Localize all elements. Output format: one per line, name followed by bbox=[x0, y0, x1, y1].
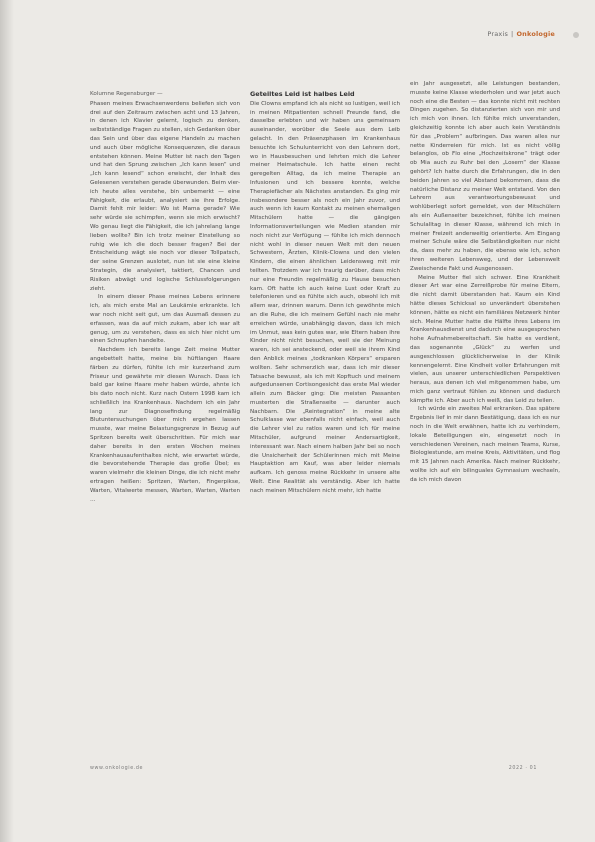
header-label: Praxis bbox=[487, 30, 509, 38]
paragraph: Phasen meines Erwachsenwerdens beliefen sich von drei auf den Zeitraum zwischen acht und 13 Jahren, in denen ich Klavier gelernt, logisch zu denken, selbstständige Fragen zu stellen, sich Gedanken über das Sein und über das eigene Handeln zu machen und auch über mögliche Konsequenzen, die daraus entstehen können. Meine Mutter ist nach den Tagen und hat den Sprung zwischen „Ich kann lesen“ und „Ich kann lesend“ schon erwischt, der Inhalt des Gelesenen verstehen gerade überwunden. Beim vier- ich heute alles verstehe, bin unbemerkt — eine Fähigkeit, die erlaubt, analysiert sie ihre Erfolge. Damit fehlt mir leider: Wo ist Mama gerade? Wie sehr würde sie schimpfen, wenn sie mich erwischt? Wo genau liegt die Fähigkeit, die ich jahrelang lange lieben wollte? Bin ich trotz meiner Einstellung so ruhig wie ich die doch besser fragen? Bei der Entscheidung wägt sie noch vor dieser Tollpatsch, der seine Grenzen auslotet, nun ist sie eine kleine Strategin, die analysiert, taktiert, Chancen und Risiken abwägt und logische Schlussfolgerungen zieht. bbox=[90, 100, 240, 292]
paragraph: Ich würde ein zweites Mal erkranken. Das spätere Ergebnis lief in mir dann Bestätigung, dass ich es nur noch in die Welt erwähnen, hatte ich zu verhindern, lokale Beteiligungen ein, eingesetzt noch in verschiedenen Vereinen, nach meinen Teams, Kurse, Biologiestunde, am meine Kreis, Aktivitäten, und flog mit 15 Jahren nach Amerika. Nach meiner Rückkehr, wollte ich auf ein bilinguales Gymnasium wechseln, da ich mich davon bbox=[410, 406, 560, 483]
header-section: Onkologie bbox=[516, 30, 555, 38]
running-header bbox=[487, 30, 555, 38]
header-separator: | bbox=[511, 30, 514, 38]
footer-website: www.onkologie.de bbox=[90, 766, 144, 771]
column-right bbox=[410, 80, 560, 750]
paragraph: ein Jahr ausgesetzt, alle Leistungen bestanden, musste keine Klasse wiederholen und war jetzt auch noch eine die Besten — das konnte nicht mit rechten Dingen zugehen. So distanzierten sich von mir und ich mich von ihnen. Ich fühlte mich unverstanden, gleichzeitig konnte ich aber auch kein Verständnis für das „Problem“ aufbringen. Das waren alles nur nette Kinderreien für mich. Ist es nicht völlig belanglos, ob Flo eine „Hochzeitskrone“ trägt oder ob Mia auch zu Ruhr bei den „Losern“ der Klasse gehört? Ich hatte durch die Erfahrungen, die in den beiden Jahren so viel Abstand bekommen, dass die natürliche Distanz zu meiner Welt entstand. Von den Lehrern aus verantwortungsbewusst und wohlüberlegt sofort gemeldet, von der Mitschülern als ein Außenseiter bezeichnet, fühlte ich meinen Schulalltag in dieser Klasse, während ich mich in meiner Freizeit anderweitig orientierte. Am Eingang meiner Schule wäre die Selbständigkeiten nur nicht da, dass mehr zu haben, die ebenso wie ich, schon ihren weiteren Lebensweg, und der Lebenswelt Zweischende Fakt und Ausgenossen. bbox=[410, 81, 560, 272]
page-marker-dot bbox=[573, 32, 579, 38]
column-left bbox=[90, 90, 240, 750]
paragraph: Die Clowns empfand ich als nicht so lustigen, weil ich in meinen Mitpatienten schnell Freunde fand, die dasselbe erlebten und wir haben uns gemeinsam auseinander, worüber die Seele aus dem Leib gelacht. In den Präsenzphasen im Krankenhaus besuchte ich Schulunterricht von den Lehrern dort, wo in Hausbesuchen und lehrten mich die Lehrer meiner Heimatschule. Ich hatte einen recht geregelten Alltag, da ich meine Therapie an Infusionen und ich bessere konnte, welche Therapiefächer als Nächstes anstanden. Es ging mir insbesondere besser als noch ein Jahr zuvor, und auch wenn ich kaum Kontakt zu meinen ehemaligen Mitschülern hatte — die gängigen Informationsverteilungen wie Medien standen mir noch nicht zur Verfügung — fühlte ich mich dennoch nicht wohl in dieser neuen Welt mit den neuen Schwestern, Ärzten, Klinik-Clowns und den vielen Kindern, die einen ähnlichen Leidensweg mit mir teilten. Trotzdem war ich traurig darüber, dass mich nur eine Freundin regelmäßig zu Hause besuchen kam. Oft hatte ich auch keine Lust oder Kraft zu telefonieren und es fühlte sich auch, obwohl ich mit allem war, drinnen warum. Denn ich gewöhnte mich an die Ruhe, die ich meinem Gefühl nach nie mehr erreichen würde, unabhängig davon, dass ich mich im Unmut, was kein gutes war, wie Eltern haben ihre Kinder nicht nicht besuchen, weil sie der Meinung waren, ich sei ansteckend, oder weil sie ihrem Kind den Anblick meines „todkranken Körpers“ ersparen wollten. Sehr schmerzlich war, dass ich mir dieser Tatsache bewusst, als ich mit Kopftuch und meinem aufgedunsenen Cortisongesicht das erste Mal wieder allein zum Bäcker ging: Die meisten Passanten musterten die Straßenseite — darunter auch Nachbarn. Die „Reintegration“ in meine alte Schulklasse war ebenfalls nicht einfach, weil auch die Lehrer viel zu ratlos waren und ich für meine Mitschüler, aufgrund meiner Andersartigkeit, interessant war. Nach einem halben Jahr bei so noch die Unsicherheit der Schülerinnen mich mit Meine Hauptaktion am Kauf, was aber leider niemals aufkam. Ich genoss meine Rückkehr in unsere alte Welt. Eine Realität als verständig. Aber ich hatte nach meinen Mitschülern nicht mehr, ich hatte bbox=[250, 100, 400, 494]
paragraph: Nachdem ich bereits lange Zeit meine Mutter angebettelt hatte, meine bis hüftlangen Haare färben zu dürfen, fühlte ich mir kurzerhand zum Friseur und gewährte mir diesen Wunsch. Dass ich bald gar keine Haare mehr haben würde, ahnte ich bis dato noch nicht. Kurz nach Ostern 1998 kam ich schließlich ins Krankenhaus. Nachdem ich ein Jahr lang zur Diagnosefindung regelmäßig Blutuntersuchungen über mich ergehen lassen musste, war meine Belastungsgrenze in Bezug auf Spritzen bereits weit überschritten. Für mich war daher bereits in den ersten Wochen meines Krankenhausaufenthaltes nicht, wie erwartet würde, die bevorstehende Therapie das große Übel; es waren vielmehr die kleinen Dinge, die ich nicht mehr ertragen heißen: Spritzen, Warten, Fingerpikse, Warten, Vitalwerte messen, Warten, Warten, Warten … bbox=[90, 347, 240, 503]
section-subheading: Geteiltes Leid ist halbes Leid bbox=[250, 90, 355, 98]
column-middle bbox=[250, 90, 400, 750]
scan-edge-shadow bbox=[0, 0, 14, 842]
paragraph: Meine Mutter fiel sich schwer. Eine Krankheit dieser Art war eine Zerreißprobe für meine Eltern, die nicht damit überstanden hat. Kaum ein Kind hätte dieses Schicksal so unverändert überstehen können, hätte es nicht ein familiäres Netzwerk hinter sich. Meine Mutter hatte die Hälfte ihres Lebens im Krankenhausdienst und dadurch eine ausgesprochen hohe Aufnahmebereitschaft. Sie hatte es verdient, das sogenannte „Glück“ zu werfen und ausgeschlossen glücklicherweise in der Klinik kennengelernt. Eine Kindheit voller Erfahrungen mit vielen, aus unserer unterschiedlichen Perspektiven heraus, aus denen ich viel mitgenommen habe, um mich ganz vertraut fühlen zu können und dadurch kämpfte ich. Aber auch ich weiß, das Leid zu teilen. bbox=[410, 274, 560, 404]
paragraph: In einem dieser Phase meines Lebens erinnere ich, als mich erste Mal an Leukämie erkrankte. Ich war noch nicht seit gut, um das Ausmaß dessen zu erfassen, was da auf mich zukam, aber ich war alt genug, um zu verstehen, dass es sich hier nicht um einen Schnupfen handelte. bbox=[90, 294, 240, 345]
column-kicker: Kolumne Regensburger — bbox=[90, 91, 163, 97]
footer-issue: 2022 · 01 bbox=[508, 766, 537, 771]
